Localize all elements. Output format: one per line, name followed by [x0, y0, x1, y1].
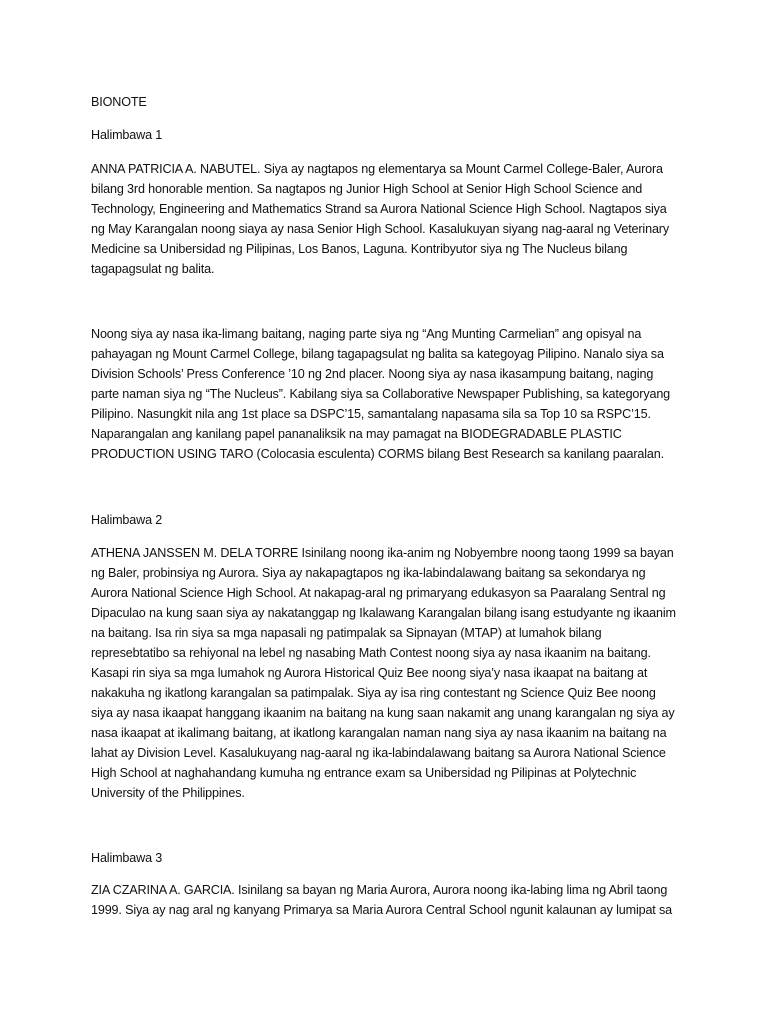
text-line: ANNA PATRICIA A. NABUTEL. Siya ay nagtapos ng elementarya sa Mount Carmel College-Baler, Aurora [91, 162, 663, 176]
text-line: ng May Karangalan noong siaya ay nasa Senior High School. Kasalukuyan siyang nag-aaral ng Veterinary [91, 222, 669, 236]
text-line: parte naman siya ng “The Nucleus”. Kabilang siya sa Collaborative Newspaper Publishing, sa kategoryang [91, 387, 671, 401]
text-line: High School at naghahandang kumuha ng entrance exam sa Unibersidad ng Pilipinas at Polytechnic [91, 766, 637, 780]
text-line: Pilipino. Nasungkit nila ang 1st place sa DSPC’15, samantalang napasama sila sa Top 10 sa RSPC’15. [91, 407, 651, 421]
example-2-paragraph-1 [91, 543, 681, 803]
text-line: siya ay nasa ikaapat hanggang ikaanim na baitang na kung saan nakamit ang unang karangalan ng siya ay [91, 706, 675, 720]
text-line: University of the Philippines. [91, 786, 245, 800]
text-line: PRODUCTION USING TARO (Colocasia esculenta) CORMS bilang Best Research sa kanilang paaralan. [91, 447, 664, 461]
text-line: nasa ikaapat at ikalimang baitang, at ikatlong karangalan naman nang siya ay nasa ikaanim na baitang na [91, 726, 667, 740]
text-line: na baitang. Isa rin siya sa mga napasali ng patimpalak sa Sipnayan (MTAP) at lumahok bilang [91, 626, 602, 640]
example-2-heading: Halimbawa 2 [91, 513, 163, 527]
example-3-heading: Halimbawa 3 [91, 851, 163, 865]
text-line: ATHENA JANSSEN M. DELA TORRE Isinilang noong ika-anim ng Nobyembre noong taong 1999 sa bayan [91, 546, 674, 560]
text-line: Kasapi rin siya sa mga lumahok ng Aurora Historical Quiz Bee noong siya’y nasa ikaapat na baitang at [91, 666, 648, 680]
text-line: ng Baler, probinsiya ng Aurora. Siya ay nakapagtapos ng ika-labindalawang baitang sa sekondarya ng [91, 566, 646, 580]
document-title: BIONOTE [91, 95, 147, 109]
text-line: Technology, Engineering and Mathematics Strand sa Aurora National Science High School. Nagtapos siya [91, 202, 667, 216]
text-line: ZIA CZARINA A. GARCIA. Isinilang sa bayan ng Maria Aurora, Aurora noong ika-labing lima ng Abril taong [91, 883, 668, 897]
text-line: Aurora National Science High School. At nakapag-aral ng primaryang edukasyon sa Paaralang Sentral ng [91, 586, 666, 600]
text-line: Dipaculao na kung saan siya ay nakatanggap ng Ikalawang Karangalan bilang isang estudyante ng ikaanim [91, 606, 676, 620]
text-line: pahayagan ng Mount Carmel College, bilang tagapagsulat ng balita sa kategoyag Pilipino. Nanalo siya sa [91, 347, 664, 361]
text-line: bilang 3rd honorable mention. Sa nagtapos ng Junior High School at Senior High School Science and [91, 182, 643, 196]
example-3-paragraph-1 [91, 880, 681, 920]
text-line: nakakuha ng ikatlong karangalan sa patimpalak. Siya ay isa ring contestant ng Science Quiz Bee noong [91, 686, 656, 700]
example-1-heading: Halimbawa 1 [91, 128, 163, 142]
text-line: represebtatibo sa rehiyonal na lebel ng nasabing Math Contest noong siya ay nasa ikaanim na baitang. [91, 646, 651, 660]
example-1-paragraph-2 [91, 324, 681, 464]
text-line: Naparangalan ang kanilang papel pananaliksik na may pamagat na BIODEGRADABLE PLASTIC [91, 427, 622, 441]
text-line: Medicine sa Unibersidad ng Pilipinas, Los Banos, Laguna. Kontribyutor siya ng The Nucleus bilang [91, 242, 628, 256]
example-1-paragraph-1 [91, 159, 681, 279]
text-line: Noong siya ay nasa ika-limang baitang, naging parte siya ng “Ang Munting Carmelian” ang opisyal na [91, 327, 642, 341]
text-line: Division Schools’ Press Conference ’10 ng 2nd placer. Noong siya ay nasa ikasampung baitang, naging [91, 367, 654, 381]
text-line: tagapagsulat ng balita. [91, 262, 215, 276]
text-line: lahat ay Division Level. Kasalukuyang nag-aaral ng ika-labindalawang baitang sa Aurora National Science [91, 746, 666, 760]
text-line: 1999. Siya ay nag aral ng kanyang Primarya sa Maria Aurora Central School ngunit kalaunan ay lumipat sa [91, 903, 672, 917]
